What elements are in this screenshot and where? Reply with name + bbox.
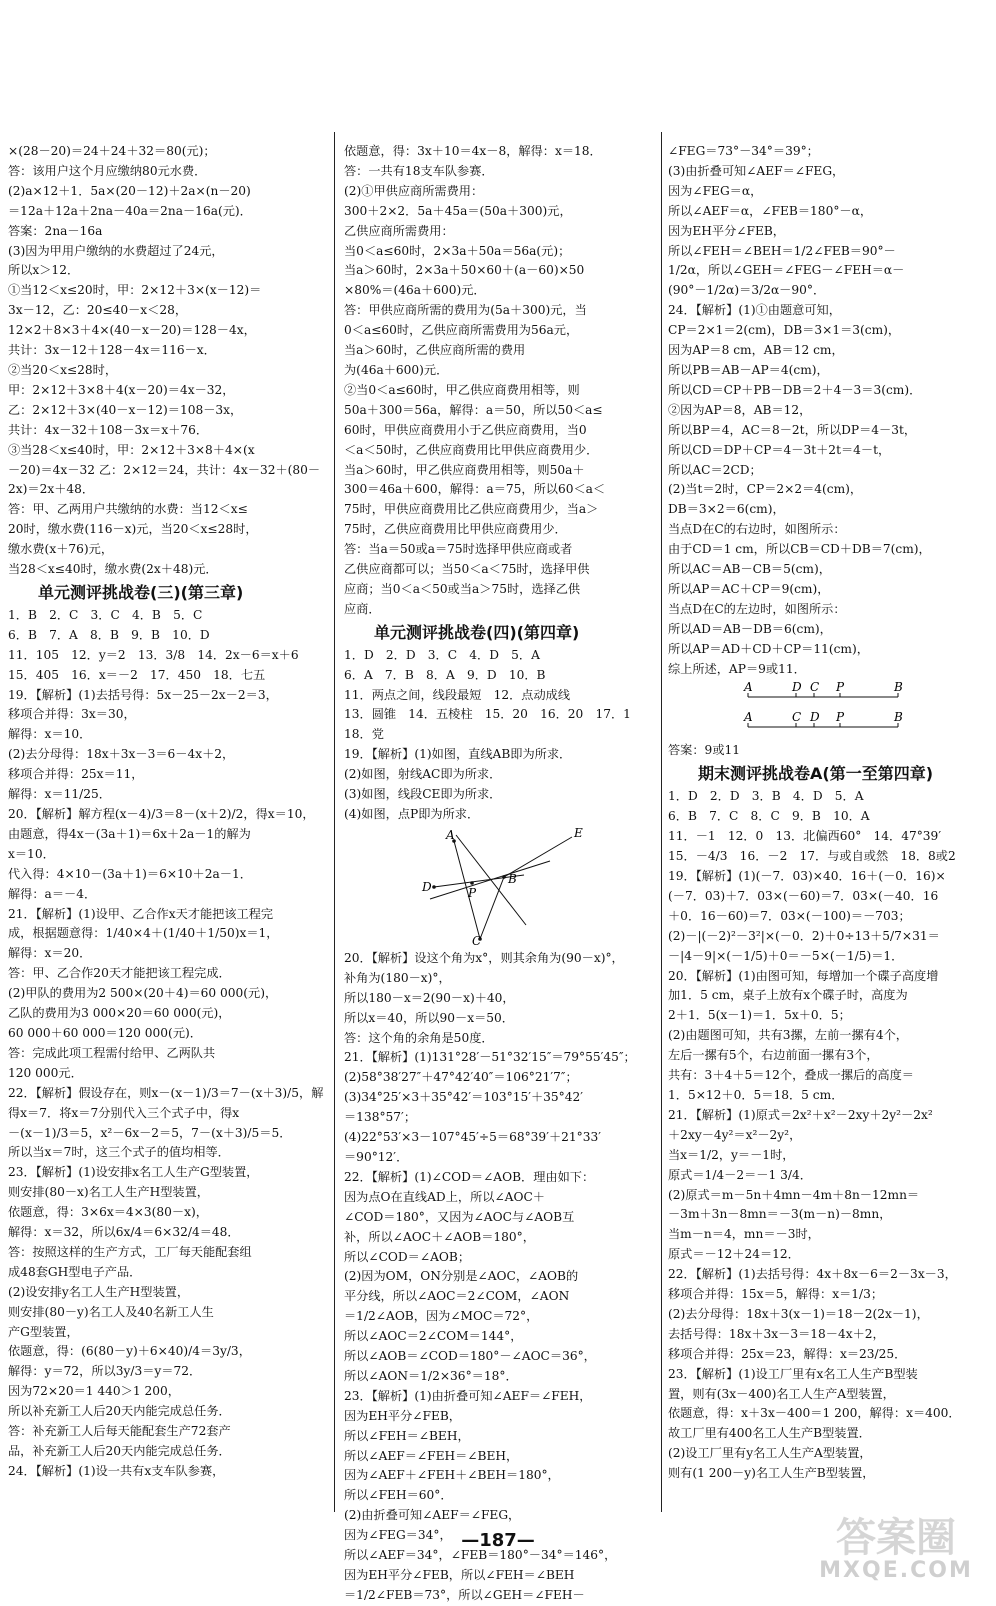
text-line: 则安排(80－x)名工人生产H型装置， — [8, 1185, 209, 1200]
text-line: ＋0．16－60)＝7．03×(－100)＝－703； — [668, 908, 911, 923]
section-heading: 单元测评挑战卷(四)(第四章) — [374, 622, 580, 642]
text-line: (－7．03)＋7．03×(－60)＝7．03×(－40．16 — [668, 888, 939, 903]
text-line: 补，所以∠AOC＋∠AOB＝180°， — [344, 1229, 535, 1244]
text-line: ②当0＜a≤60时，甲乙供应商费用相等，则 — [344, 382, 580, 397]
text-line: 答：甲、乙合作20天才能把该工程完成． — [8, 966, 231, 981]
text-line: 1．D 2．D 3．C 4．D 5．A — [344, 647, 540, 662]
text-line: ＝90°12′． — [344, 1149, 409, 1164]
text-line: 15．－4/3 16．－2 17．与或自或然 18．8或2 — [668, 849, 956, 864]
text-line: (3)因为甲用户缴纳的水费超过了24元， — [8, 243, 224, 258]
text-line: 6．B 7．A 8．B 9．B 10．D — [8, 627, 210, 642]
text-line: 23．【解析】(1)设安排x名工人生产G型装置， — [8, 1165, 259, 1180]
point-label: A — [446, 827, 455, 842]
text-line: 当点D在C的左边时，如图所示： — [668, 601, 846, 616]
text-line: 加1．5 cm，桌子上放有x个碟子时，高度为 — [668, 988, 908, 1003]
point-label: C — [472, 933, 482, 948]
watermark-logo: 答案圈 MXQE.COM — [819, 1515, 973, 1583]
text-line: －20)＝4x－32 乙：2×12＝24，共计：4x－32＋(80－ — [8, 462, 321, 477]
text-line: 产G型装置， — [8, 1324, 79, 1339]
text-line: 答：甲、乙两用户共缴纳的水费：当12＜x≤ — [8, 502, 248, 517]
text-line: 补角为(180－x)°， — [344, 970, 451, 985]
text-line: 19．【解析】(1)去括号得：5x－25－2x－2＝3， — [8, 687, 278, 702]
text-line: DB＝3×2＝6(cm)， — [668, 502, 785, 517]
text-line: 解得：x＝32，所以6x/4＝6×32/4＝48． — [8, 1225, 240, 1240]
text-line: 11．105 12．y＝2 13．3/8 14．2x－6＝x＋6 — [8, 647, 299, 662]
text-line: 所以∠AOC＝2∠COM＝144°， — [344, 1329, 523, 1344]
text-line: 所以x＝40，所以90－x＝50． — [344, 1010, 514, 1025]
text-line: (4)如图，点P即为所求． — [344, 807, 480, 821]
text-line: 答：按照这样的生产方式，工厂每天能配套组 — [8, 1244, 252, 1259]
text-line: (2)－|(－2)²－3²|×(－0．2)＋0÷13＋5/7×31＝ — [668, 928, 940, 943]
section-heading: 单元测评挑战卷(三)(第三章) — [38, 582, 244, 602]
text-line: 所以AP＝AD＋CD＋CP＝11(cm)， — [668, 641, 869, 656]
text-line: 解得：x＝11/25． — [8, 787, 111, 802]
text-line: 因为点O在直线AD上，所以∠AOC＋ — [344, 1189, 545, 1204]
text-line: (3)由折叠可知∠AEF＝∠FEG， — [668, 163, 845, 178]
segment-point-label: C — [792, 710, 802, 725]
text-line: 去括号得：18x＋3x－3＝18－4x＋2， — [668, 1326, 885, 1341]
text-line: 3x－12，乙：20≤40－x＜28， — [8, 303, 188, 318]
text-line: 综上所述，AP＝9或11． — [668, 661, 806, 676]
point-label: E — [574, 825, 583, 840]
text-line: 则有(1 200－y)名工人生产B型装置， — [668, 1466, 875, 1481]
segment-point-label: P — [836, 710, 845, 725]
text-line: 因为72×20＝1 440＞1 200， — [8, 1384, 180, 1399]
text-line: 1．5×12＋0．5＝18．5 cm． — [668, 1087, 844, 1102]
text-line: 由于CD＝1 cm，所以CB＝CD＋DB＝7(cm)， — [668, 542, 931, 557]
text-line: ＝138°57′； — [344, 1110, 417, 1125]
text-line: 所以CD＝DP＋CP＝4－3t＋2t＝4－t， — [668, 442, 891, 457]
text-line: 为(46a＋600)元． — [344, 362, 449, 377]
text-line: 当a＞60时，乙供应商所需的费用 — [344, 343, 526, 358]
text-line: 共计：4x－32＋108－3x＝x＋76． — [8, 422, 209, 437]
text-line: 成，根据题意得：1/40×4＋(1/40＋1/50)x＝1， — [8, 926, 279, 941]
text-line: 当a＞60时，甲乙供应商费用相等，则50a＋ — [344, 462, 585, 477]
text-line: 由题意，得4x－(3a＋1)＝6x＋2a－1的解为 — [8, 826, 251, 841]
text-line: 11．两点之间，线段最短 12．点动成线 — [344, 687, 571, 702]
text-line: (2)①甲供应商所需费用： — [344, 183, 484, 198]
text-line: 21．【解析】(1)设甲、乙合作x天才能把该工程完 — [8, 906, 274, 921]
text-line: 答：甲供应商所需的费用为(5a＋300)元，当 — [344, 303, 587, 318]
text-line: 20．【解析】解方程(x－4)/3＝8－(x＋2)/2，得x＝10， — [8, 807, 315, 821]
text-line: (90°－1/2α)＝3/2α－90°． — [668, 283, 826, 298]
segment-point-label: C — [810, 680, 820, 695]
text-line: 解得：a＝－4． — [8, 886, 97, 901]
text-line: 所以CD＝CP＋PB－DB＝2＋4－3＝3(cm)． — [668, 382, 922, 397]
geometry-figure — [344, 827, 654, 947]
text-line: 所以∠FEH＝60°． — [344, 1488, 453, 1503]
point-label: B — [508, 871, 517, 886]
text-line: 1/2α，所以∠GEH＝∠FEG－∠FEH＝α－ — [668, 263, 905, 278]
text-line: 所以∠AEF＝34°，∠FEB＝180°－34°＝146°， — [344, 1548, 617, 1563]
text-line: 所以∠FEH＝∠BEH＝1/2∠FEB＝90°－ — [668, 243, 896, 258]
text-line: ＜a＜50时，乙供应商费用比甲供应商费用少． — [344, 442, 599, 457]
text-line: 所以AC＝AB－CB＝5(cm)， — [668, 562, 831, 577]
text-line: 则安排(80－y)名工人及40名新工人生 — [8, 1304, 214, 1319]
text-line: 原式＝－12＋24＝12． — [668, 1247, 800, 1262]
text-line: 解得：x＝20． — [8, 946, 92, 961]
text-line: ②当20＜x≤28时， — [8, 362, 118, 377]
text-line: 300＝46a＋600，解得：a＝75，所以60＜a＜ — [344, 482, 606, 497]
text-line: (2)原式＝m－5n＋4mn－4m＋8n－12mn＝ — [668, 1187, 920, 1202]
text-line: ＝1/2∠FEB＝73°，所以∠GEH＝∠FEH－ — [344, 1587, 585, 1602]
text-line: 所以AD＝AB－DB＝6(cm)， — [668, 621, 832, 636]
text-line: 20．【解析】(1)由图可知，每增加一个碟子高度增 — [668, 968, 939, 983]
text-line: 当a＞60时，2×3a＋50×60＋(a－60)×50 — [344, 263, 585, 278]
segment-point-label: A — [744, 680, 753, 695]
text-line: 50a＋300＝56a，解得：a＝50，所以50＜a≤ — [344, 402, 603, 417]
text-line: 11．－1 12．0 13．北偏西60° 14．47°39′ — [668, 829, 942, 844]
text-line: 共有：3＋4＋5＝12个，叠成一摞后的高度＝ — [668, 1068, 914, 1083]
text-line: 移项合并得：25x＝11， — [8, 767, 144, 782]
text-line: 因为∠FEG＝α， — [668, 183, 763, 198]
text-line: 当m－n＝4，mn＝－3时， — [668, 1227, 820, 1242]
text-line: CP＝2×1＝2(cm)，DB＝3×1＝3(cm)， — [668, 323, 901, 338]
text-line: 应商． — [344, 601, 381, 616]
text-line: 甲：2×12＋3×8＋4(x－20)＝4x－32， — [8, 382, 235, 397]
text-line: (2)甲队的费用为2 500×(20＋4)＝60 000(元)， — [8, 986, 278, 1001]
column-divider — [661, 132, 662, 1512]
text-line: 所以当x＝7时，这三个式子的值均相等． — [8, 1145, 230, 1160]
text-line: 19．【解析】(1)(－7．03)×40．16＋(－0．16)× — [668, 869, 946, 883]
text-line: 15．405 16．x＝－2 17．450 18．七五 — [8, 667, 266, 682]
text-line: 所以∠COD＝∠AOB； — [344, 1249, 471, 1264]
text-line: 22．【解析】(1)去括号得：4x＋8x－6＝2－3x－3， — [668, 1267, 957, 1282]
text-line: 因为AP＝8 cm，AB＝12 cm， — [668, 343, 844, 358]
text-line: 2＋1．5(x－1)＝1．5x＋0．5； — [668, 1008, 851, 1023]
segment-figure — [668, 681, 986, 739]
text-line: 所以180－x＝2(90－x)＋40， — [344, 990, 515, 1005]
column-divider — [334, 132, 335, 1512]
text-line: 故工厂里有400名工人生产B型装置． — [668, 1426, 871, 1441]
text-line: 当0＜a≤60时，2×3a＋50a＝56a(元)； — [344, 243, 571, 258]
text-line: 所以∠AON＝1/2×36°＝18°． — [344, 1368, 518, 1383]
text-line: (2)如图，射线AC即为所求． — [344, 767, 502, 782]
text-line: 22．【解析】假设存在，则x－(x－1)/3＝7－(x＋3)/5，解 — [8, 1085, 324, 1100]
text-line: 缴水费(x＋76)元， — [8, 542, 114, 557]
text-line: 所以∠AEF＝α，∠FEB＝180°－α， — [668, 203, 873, 218]
text-line: 因为∠FEG＝34°， — [344, 1528, 452, 1543]
text-line: 所以AP＝AC＋CP＝9(cm)， — [668, 581, 830, 596]
text-line: (2)58°38′27″＋47°42′40″＝106°21′7″； — [344, 1070, 578, 1085]
text-line: 因为EH平分∠FEB， — [668, 223, 785, 238]
text-line: x＝10． — [8, 846, 55, 861]
column-right — [668, 142, 986, 1512]
text-line: 120 000元． — [8, 1065, 83, 1080]
text-line: 成48套GH型电子产品． — [8, 1264, 142, 1279]
text-line: 所以∠AEF＝∠FEH＝∠BEH， — [344, 1448, 519, 1463]
text-line: ＝12a＋12a＋2na－40a＝2na－16a(元)． — [8, 203, 252, 218]
text-line: (3)如图，线段CE即为所求． — [344, 787, 502, 802]
segment-point-label: D — [792, 680, 802, 695]
text-line: 13．圆锥 14．五棱柱 15．20 16．20 17．1 — [344, 707, 631, 722]
text-line: 23．【解析】(1)设工厂里有x名工人生产B型装 — [668, 1366, 918, 1381]
text-line: 2x)＝2x＋48． — [8, 482, 95, 497]
text-line: 平分线，所以∠AOC＝2∠COM，∠AON — [344, 1289, 570, 1304]
text-line: 答：一共有18支车队参赛． — [344, 163, 494, 178]
text-line: 因为EH平分∠FEB，所以∠FEH＝∠BEH — [344, 1568, 575, 1582]
text-line: 19．【解析】(1)如图，直线AB即为所求． — [344, 747, 572, 762]
segment-point-label: B — [894, 680, 903, 695]
text-line: 移项合并得：15x＝5，解得：x＝1/3； — [668, 1287, 884, 1302]
text-line: 乙供应商都可以；当50＜a＜75时，选择甲供 — [344, 562, 590, 577]
text-line: 得x＝7．将x＝7分别代入三个式子中，得x — [8, 1105, 240, 1120]
text-line: 所以x＞12． — [8, 263, 80, 278]
text-line: 因为∠AEF＋∠FEH＋∠BEH＝180°， — [344, 1468, 560, 1483]
text-line: 依题意，得：3x＋10＝4x－8，解得：x＝18． — [344, 144, 602, 158]
text-line: 6．A 7．B 8．A 9．D 10．B — [344, 667, 546, 682]
text-line: 乙队的费用为3 000×20＝60 000(元)， — [8, 1006, 231, 1021]
text-line: 1．B 2．C 3．C 4．B 5．C — [8, 607, 203, 622]
text-line: 移项合并得：25x＝23，解得：x＝23/25． — [668, 1346, 907, 1361]
text-line: 答案：9或11 — [668, 743, 741, 758]
text-line: ③当28＜x≤40时，甲：2×12＋3×8＋4×(x — [8, 442, 255, 457]
text-line: 所以∠FEH＝∠BEH， — [344, 1428, 470, 1443]
point-label: D — [422, 879, 432, 894]
text-line: 20时，缴水费(116－x)元，当20＜x≤28时， — [8, 522, 258, 537]
text-line: －(x－1)/3＝5，x²－6x－2＝5，7－(x＋3)/5＝5． — [8, 1125, 292, 1140]
text-line: (2)a×12＋1．5a×(20－12)＋2a×(n－20) — [8, 183, 251, 198]
text-line: 依题意，得：x＋3x－400＝1 200，解得：x＝400． — [668, 1406, 961, 1421]
text-line: ②因为AP＝8，AB＝12， — [668, 402, 812, 417]
segment-point-label: P — [836, 680, 845, 695]
text-line: 21．【解析】(1)131°28′－51°32′15″＝79°55′45″； — [344, 1050, 636, 1065]
segment-point-label: B — [894, 710, 903, 725]
text-line: 乙供应商所需费用： — [344, 223, 454, 238]
text-line: (2)由题图可知，共有3摞，左前一摞有4个， — [668, 1028, 908, 1043]
text-line: 移项合并得：3x＝30， — [8, 707, 136, 722]
text-line: 18．党 — [344, 727, 384, 742]
text-line: 当28＜x≤40时，缴水费(2x＋48)元． — [8, 562, 218, 577]
text-line: 答：该用户这个月应缴纳80元水费． — [8, 163, 207, 178]
text-line: 所以BP＝4，AC＝8－2t，所以DP＝4－3t， — [668, 422, 917, 437]
text-line: 原式＝1/4－2＝－1 3/4． — [668, 1167, 812, 1182]
text-line: (3)34°25′×3＋35°42′＝103°15′＋35°42′ — [344, 1090, 584, 1105]
text-line: －|4－9|×(－1/5)＋0＝－5×(－1/5)＝1． — [668, 948, 904, 963]
text-line: 答：这个角的余角是50度． — [344, 1030, 494, 1045]
point-label: P — [468, 885, 477, 900]
text-line: 1．D 2．D 3．B 4．D 5．A — [668, 789, 864, 804]
text-line: 所以PB＝AB－AP＝4(cm)， — [668, 362, 829, 377]
section-heading: 期末测评挑战卷A(第一至第四章) — [698, 764, 934, 784]
text-line: 0＜a≤60时，乙供应商所需费用为56a元， — [344, 323, 579, 338]
text-line: 75时，乙供应商费用比甲供应商费用少． — [344, 522, 567, 537]
text-line: (2)因为OM，ON分别是∠AOC，∠AOB的 — [344, 1269, 579, 1284]
text-line: ①当12＜x≤20时，甲：2×12＋3×(x－12)＝ — [8, 283, 262, 298]
text-line: 当点D在C的右边时，如图所示： — [668, 522, 846, 537]
text-line: 24．【解析】(1)设一共有x支车队参赛， — [8, 1463, 225, 1478]
text-line: 答：补充新工人后每天能配套生产72套产 — [8, 1424, 231, 1439]
text-line: (2)当t＝2时，CP＝2×2＝4(cm)， — [668, 482, 863, 497]
text-line: 24．【解析】(1)①由题意可知， — [668, 303, 841, 318]
text-line: 品，补充新工人后20天内能完成总任务． — [8, 1444, 231, 1458]
text-line: 共计：3x－12＋128－4x＝116－x． — [8, 343, 216, 358]
text-line: (2)去分母得：18x＋3(x－1)＝18－2(2x－1)， — [668, 1306, 929, 1321]
text-line: 21．【解析】(1)原式＝2x²＋x²－2xy＋2y²－2x² — [668, 1107, 933, 1122]
text-line: 6．B 7．C 8．C 9．B 10．A — [668, 809, 870, 824]
text-line: －3m＋3n－8mn＝－3(m－n)－8mn， — [668, 1207, 892, 1222]
text-line: 左后一摞有5个，右边前面一摞有3个， — [668, 1048, 879, 1063]
text-line: 答案：2na－16a — [8, 223, 103, 238]
text-line: 12×2＋8×3＋4×(40－x－20)＝128－4x， — [8, 323, 256, 338]
text-line: 20．【解析】设这个角为x°，则其余角为(90－x)°， — [344, 950, 624, 965]
text-line: 60时，甲供应商费用小于乙供应商费用，当0 — [344, 422, 587, 437]
text-line: 因为EH平分∠FEB， — [344, 1408, 461, 1423]
text-line: (2)设工厂里有y名工人生产A型装置， — [668, 1446, 872, 1461]
segment-point-label: D — [810, 710, 820, 725]
text-line: 应商；当0＜a＜50或当a＞75时，选择乙供 — [344, 581, 581, 596]
text-line: 依题意，得：3×6x＝4×3(80－x)， — [8, 1205, 208, 1220]
text-line: 答：完成此项工程需付给甲、乙两队共 — [8, 1045, 216, 1060]
text-line: ×(28－20)＝24＋24＋32＝80(元)； — [8, 144, 216, 158]
text-line: 22．【解析】(1)∠COD＝∠AOB．理由如下： — [344, 1169, 595, 1184]
text-line: ＝1/2∠AOB，因为∠MOC＝72°， — [344, 1309, 539, 1324]
text-line: 60 000＋60 000＝120 000(元)． — [8, 1025, 202, 1040]
text-line: 300＋2×2．5a＋45a＝(50a＋300)元， — [344, 203, 572, 218]
text-line: ∠COD＝180°，又因为∠AOC与∠AOB互 — [344, 1209, 575, 1224]
text-line: ×80%＝(46a＋600)元． — [344, 283, 486, 298]
text-line: 所以补充新工人后20天内能完成总任务． — [8, 1404, 231, 1419]
text-line: 75时，甲供应商费用比乙供应商费用少，当a＞ — [344, 502, 599, 517]
text-line: 依题意，得：(6(80－y)＋6×40)/4＝3y/3， — [8, 1344, 251, 1359]
text-line: 答：当a＝50或a＝75时选择甲供应商或者 — [344, 542, 573, 557]
text-line: ＋2xy－4y²＝x²－2y²， — [668, 1127, 802, 1142]
text-line: 所以∠AOB＝∠COD＝180°－∠AOC＝36°， — [344, 1349, 596, 1364]
text-line: ∠FEG＝73°－34°＝39°； — [668, 144, 819, 158]
text-line: (4)22°53′×3－107°45′÷5＝68°39′＋21°33′ — [344, 1130, 602, 1145]
page-number: —187— — [461, 1530, 535, 1551]
text-line: (2)由折叠可知∠AEF＝∠FEG， — [344, 1508, 521, 1523]
text-line: 解得：y＝72，所以3y/3＝y＝72． — [8, 1364, 202, 1379]
text-line: (2)去分母得：18x＋3x－3＝6－4x＋2， — [8, 747, 235, 762]
column-left — [8, 142, 326, 1512]
text-line: 乙：2×12＋3×(40－x－12)＝108－3x， — [8, 402, 243, 417]
text-line: 解得：x＝10． — [8, 727, 92, 742]
text-line: 当x＝1/2，y＝－1时， — [668, 1147, 795, 1162]
text-line: 代入得：4×10－(3a＋1)＝6×10＋2a－1． — [8, 866, 252, 881]
text-line: (2)设安排y名工人生产H型装置， — [8, 1284, 190, 1299]
text-line: 所以AC＝2CD； — [668, 462, 762, 477]
text-line: 置，则有(3x－400)名工人生产A型装置， — [668, 1386, 895, 1401]
text-line: 23．【解析】(1)由折叠可知∠AEF＝∠FEH， — [344, 1388, 592, 1403]
segment-point-label: A — [744, 710, 753, 725]
